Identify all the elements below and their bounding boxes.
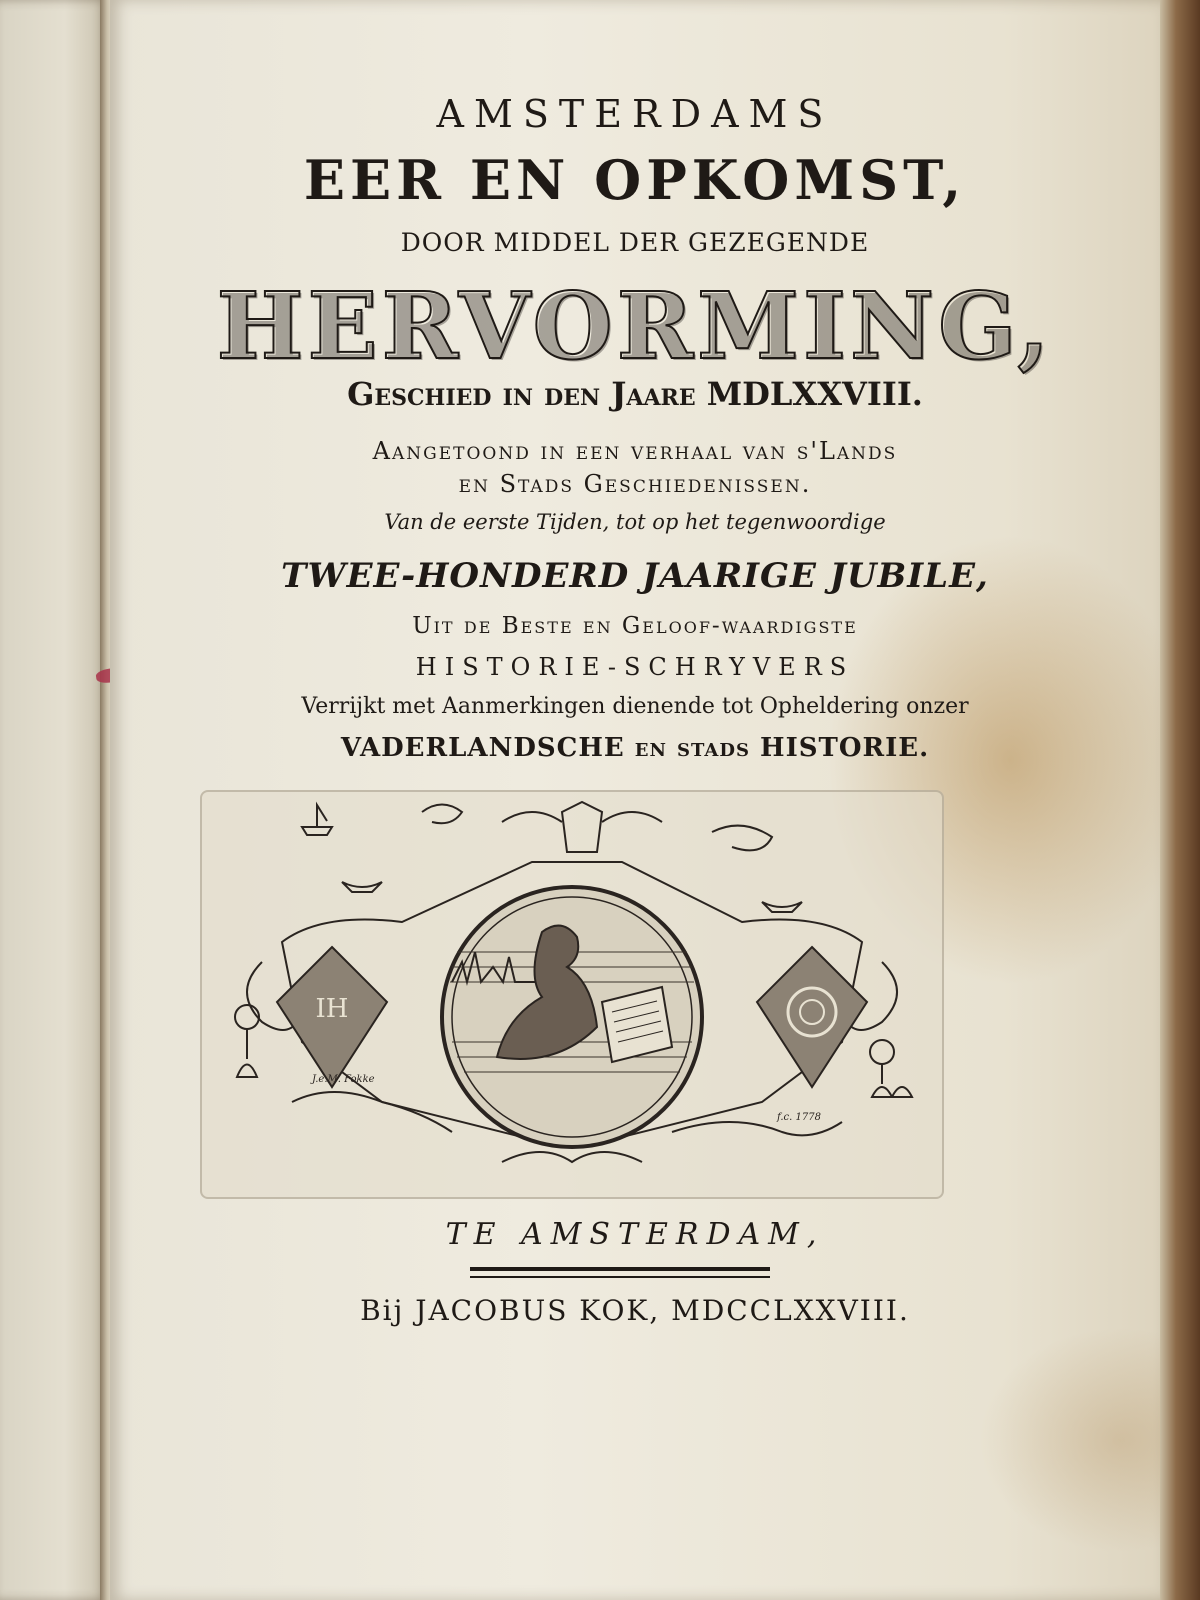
page-edge bbox=[1160, 0, 1200, 1600]
vignette-illustration bbox=[202, 792, 942, 1197]
left-page bbox=[0, 0, 108, 1600]
engraving-date: f.c. 1778 bbox=[777, 1112, 821, 1123]
title-line-3: DOOR MIDDEL DER GEZEGENDE bbox=[400, 228, 870, 257]
title-line-9: TWEE-HONDERD JAARIGE JUBILE, bbox=[281, 556, 989, 596]
imprint-place: TE AMSTERDAM, bbox=[445, 1217, 825, 1252]
imprint-rule-thin bbox=[470, 1276, 770, 1278]
title-line-10: Uit de Beste en Geloof-waardigste bbox=[412, 613, 858, 639]
title-line-7: en Stads Geschiedenissen. bbox=[458, 470, 812, 498]
title-line-13: VADERLANDSCHE en stads HISTORIE. bbox=[340, 733, 930, 763]
title-line-6: Aangetoond in een verhaal van s'Lands bbox=[372, 437, 898, 465]
title-line-5: Geschied in den Jaare MDLXXVIII. bbox=[347, 375, 923, 413]
title-line-11: HISTORIE-SCHRYVERS bbox=[415, 653, 855, 681]
right-shield bbox=[757, 947, 867, 1087]
title-line-1: AMSTERDAMS bbox=[436, 92, 834, 136]
imprint-publisher: Bij JACOBUS KOK, MDCCLXXVIII. bbox=[360, 1294, 910, 1327]
title-line-2: EER EN OPKOMST, bbox=[303, 148, 967, 212]
svg-text:IH: IH bbox=[315, 994, 349, 1024]
imprint-rule-thick bbox=[470, 1267, 770, 1271]
title-page bbox=[110, 0, 1160, 1600]
title-line-12: Verrijkt met Aanmerkingen dienende tot Opheldering onzer bbox=[301, 694, 969, 719]
title-line-8: Van de eerste Tijden, tot op het tegenwoordige bbox=[384, 510, 886, 534]
main-title: HERVORMING, bbox=[216, 272, 1054, 380]
engraved-vignette bbox=[200, 790, 944, 1199]
engraver-signature: J.e.M. Fokke bbox=[312, 1074, 375, 1085]
